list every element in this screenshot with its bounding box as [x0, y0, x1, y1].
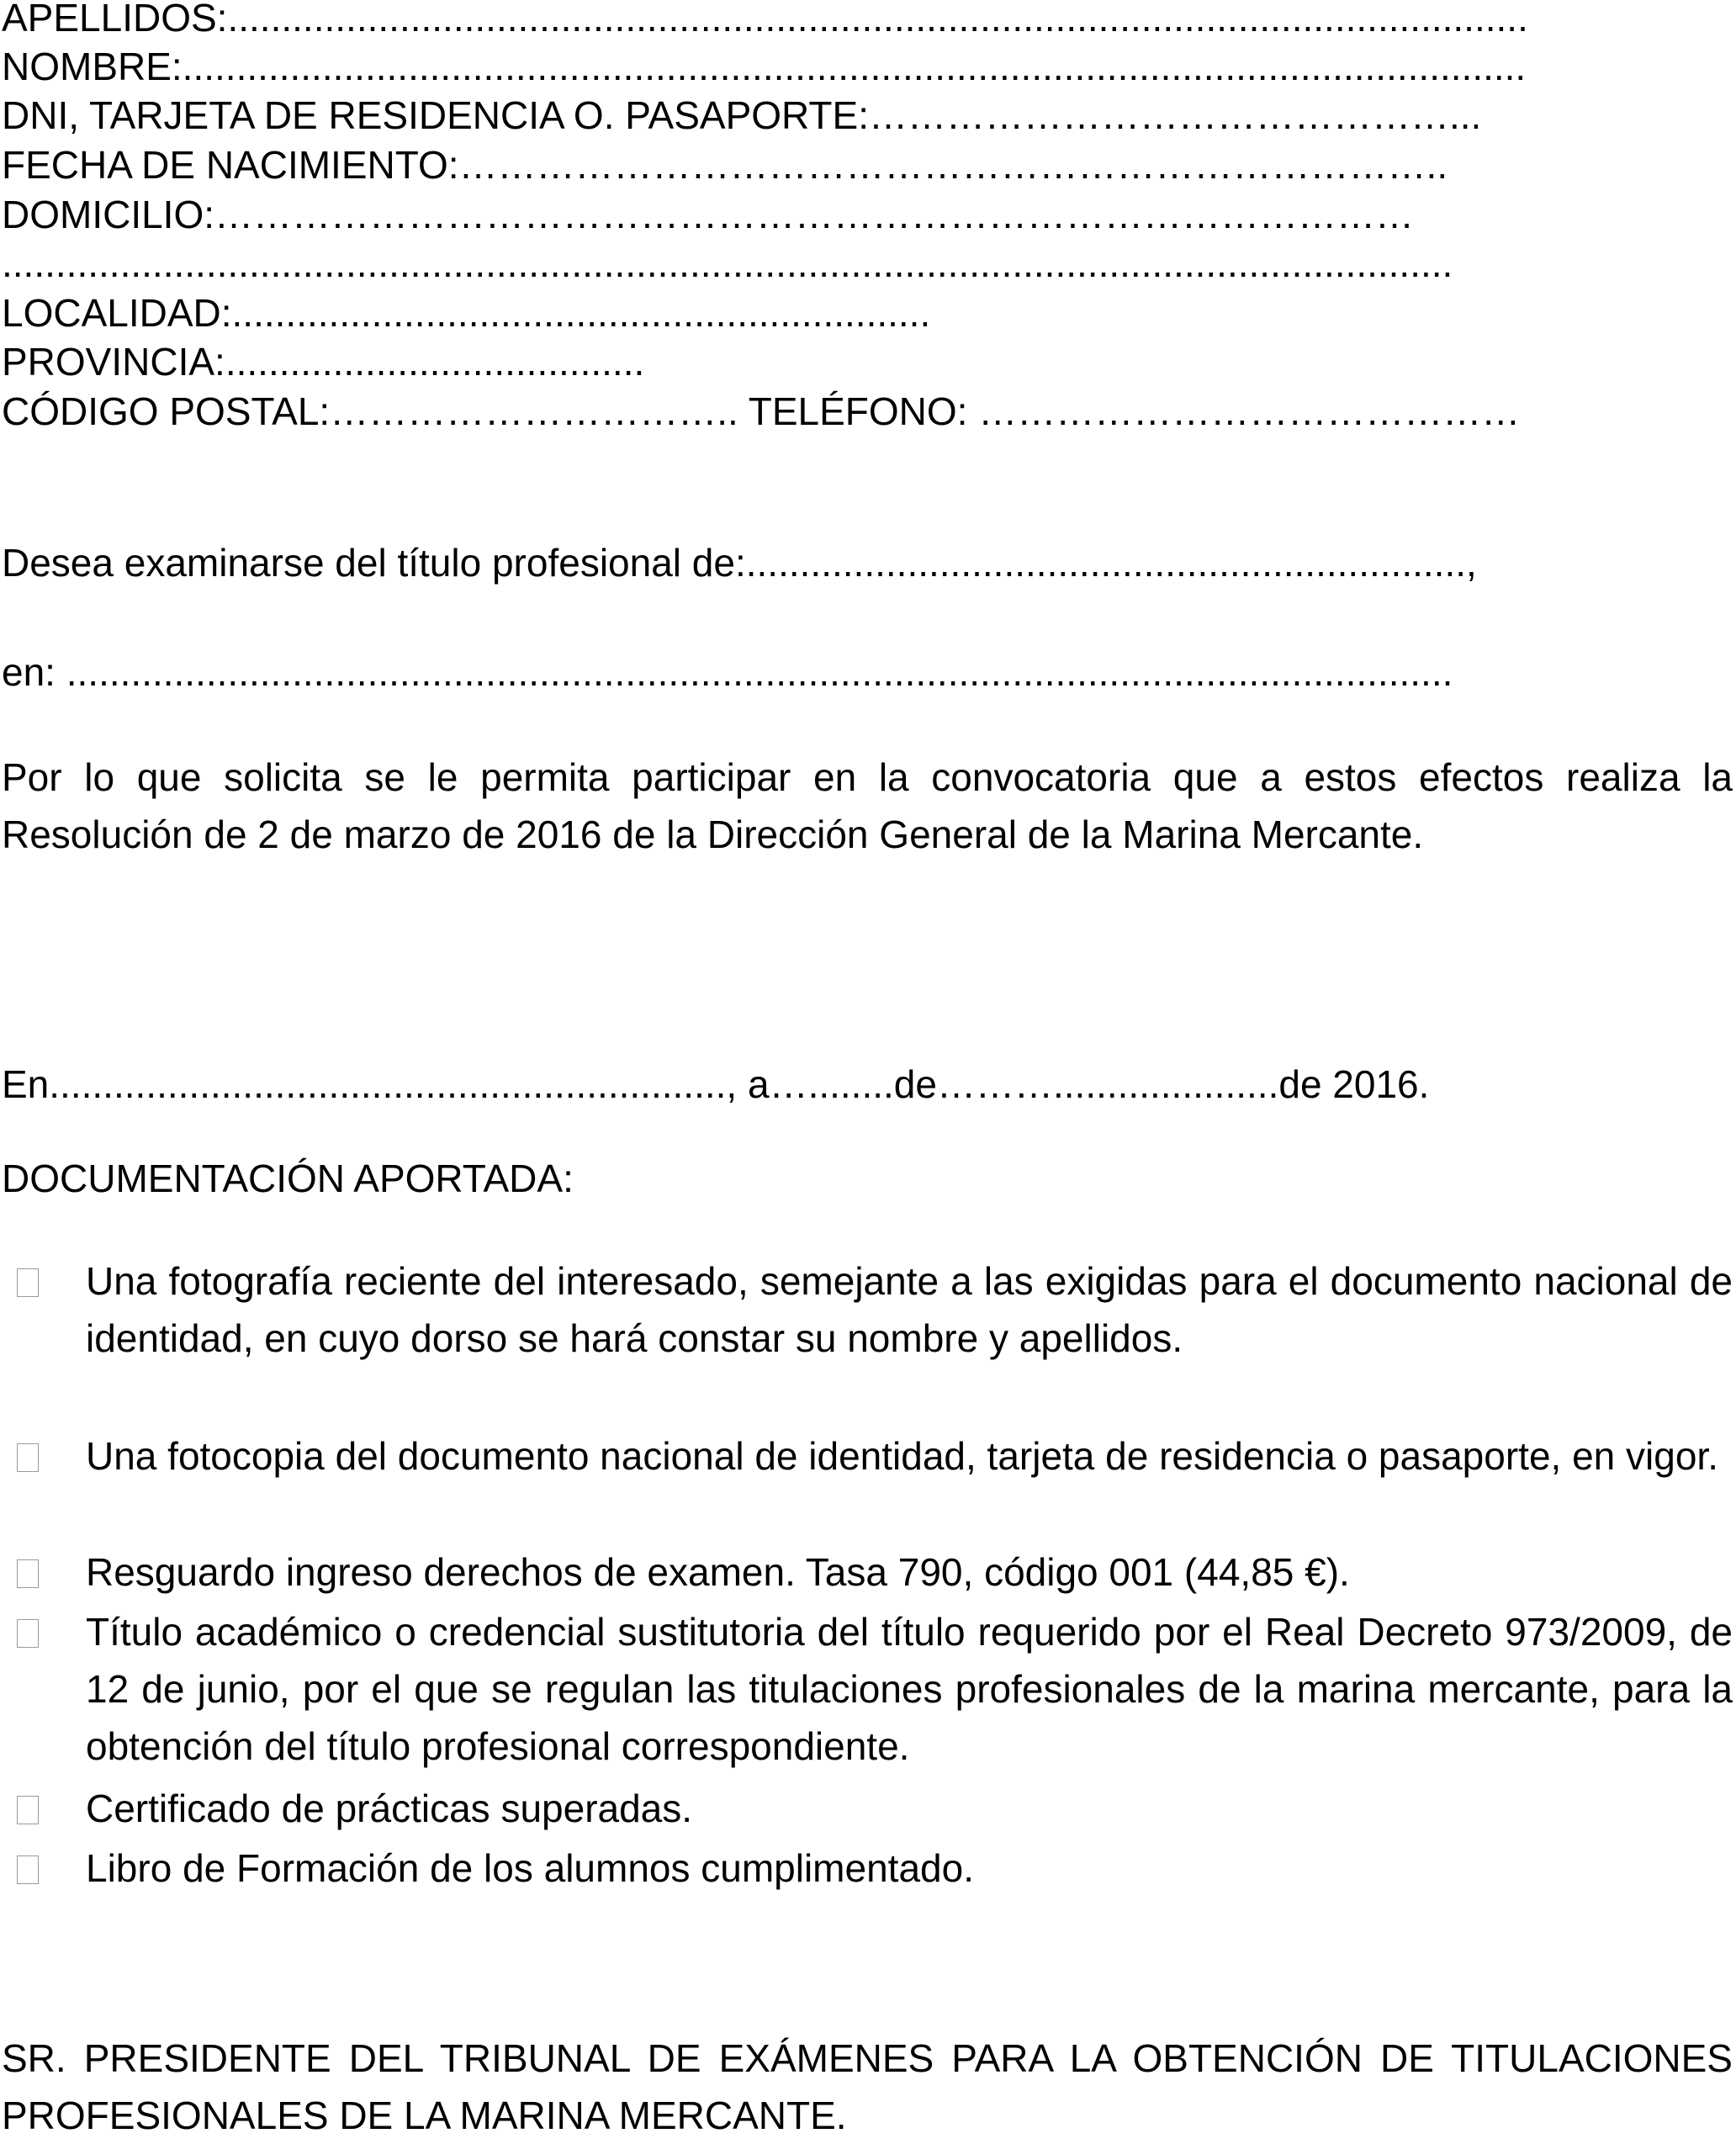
solicitud-paragraph: Por lo que solicita se le permita participar en la convocatoria que a estos efectos realiza la Resolución de 2 de marzo de 2016 de la Dirección General de la Marina Mercante. — [2, 755, 1733, 856]
checkbox-icon[interactable] — [17, 1559, 39, 1588]
dni-field[interactable]: DNI, TARJETA DE RESIDENCIA O. PASAPORTE:………………………………………... — [2, 93, 1482, 137]
documentacion-heading: DOCUMENTACIÓN APORTADA: — [2, 1157, 574, 1200]
lugar-fecha-field[interactable]: En..............................................................., a…........de……….....................de 2016. — [2, 1062, 1430, 1106]
fecha-nacimiento-field[interactable]: FECHA DE NACIMIENTO:………………………………………………………………….. — [2, 143, 1448, 187]
doc-item-text: Título académico o credencial sustitutoria del título requerido por el Real Decreto 973/2009, de 12 de junio, por el que se regulan las titulaciones profesionales de la marina mercante, para la obtención del título profesional correspondiente. — [86, 1610, 1733, 1768]
checkbox-icon[interactable] — [17, 1855, 39, 1884]
apellidos-field[interactable]: APELLIDOS:......................................................................................................................... — [2, 0, 1528, 40]
lugar-examen-field[interactable]: en: ................................................................................................................................. — [2, 650, 1453, 694]
localidad-field[interactable]: LOCALIDAD:................................................................. — [2, 291, 931, 335]
doc-item-text: Certificado de prácticas superadas. — [86, 1787, 693, 1830]
nombre-field[interactable]: NOMBRE:............................................................................................................................. — [2, 45, 1527, 88]
doc-item-text: Una fotocopia del documento nacional de identidad, tarjeta de residencia o pasaporte, en vigor. — [86, 1434, 1718, 1478]
titulo-profesional-field[interactable]: Desea examinarse del título profesional de:..................................................................., — [2, 541, 1477, 585]
addressee: SR. PRESIDENTE DEL TRIBUNAL DE EXÁMENES PARA LA OBTENCIÓN DE TITULACIONES PROFESIONALES DE LA MARINA MERCANTE. — [2, 2036, 1733, 2137]
provincia-field[interactable]: PROVINCIA:....................................... — [2, 340, 645, 384]
codigo-postal-telefono-field[interactable]: CÓDIGO POSTAL:………………………….. TELÉFONO: …………………………………… — [2, 389, 1521, 433]
checkbox-icon[interactable] — [17, 1268, 39, 1297]
checkbox-icon[interactable] — [17, 1619, 39, 1648]
checkbox-icon[interactable] — [17, 1796, 39, 1824]
doc-item-text: Una fotografía reciente del interesado, semejante a las exigidas para el documento nacional de identidad, en cuyo dorso se hará constar su nombre y apellidos. — [86, 1259, 1733, 1360]
doc-item-text: Resguardo ingreso derechos de examen. Tasa 790, código 001 (44,85 €). — [86, 1550, 1350, 1594]
domicilio-field[interactable]: DOMICILIO:………………………………………………………………………………… — [2, 193, 1415, 236]
domicilio-continuation-field[interactable]: ....................................................................................................................................... — [2, 241, 1453, 285]
checkbox-icon[interactable] — [17, 1443, 39, 1472]
doc-item-text: Libro de Formación de los alumnos cumplimentado. — [86, 1846, 974, 1890]
